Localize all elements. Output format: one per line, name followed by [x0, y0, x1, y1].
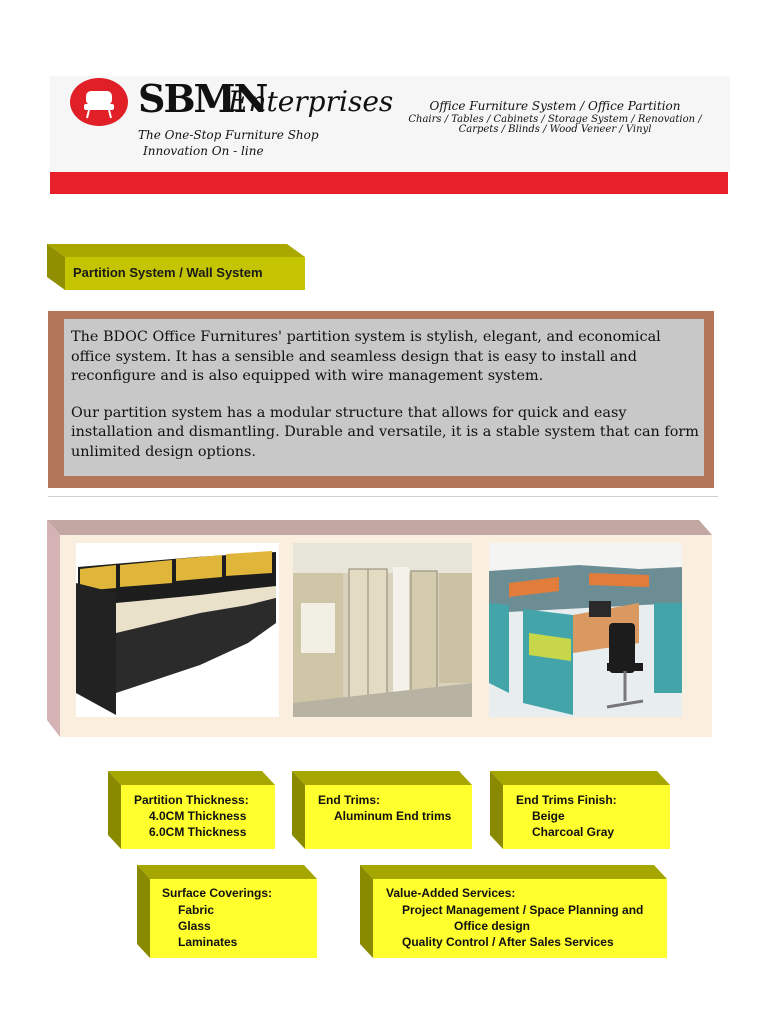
brand-script: Enterprises [228, 85, 394, 118]
description-paragraph-2: Our partition system has a modular structure that allows for quick and easy installation and dismantling. Durable and versatile, it is a stable system that can form unlimited design options. [71, 404, 699, 460]
end-trims-item-1: Aluminum End trims [334, 809, 452, 823]
photo-workstations [76, 543, 279, 717]
tagline-secondary: Innovation On - line [143, 144, 264, 158]
description-paragraph-1: The BDOC Office Furnitures' partition system is stylish, elegant, and economical office system. It has a sensible and seamless design that is easy to install and reconfigure and is also equipped with wire management system. [71, 329, 661, 384]
value-added-item-3: Quality Control / After Sales Services [402, 935, 614, 949]
divider [48, 496, 718, 497]
value-added-item-1: Project Management / Space Planning and [402, 903, 644, 917]
surface-coverings-item-3: Laminates [178, 935, 238, 949]
end-trims-finish-label: End Trims Finish: [516, 793, 617, 807]
photo-wall-partition [293, 543, 472, 717]
surface-coverings-item-1: Fabric [178, 903, 215, 917]
thickness-item-2: 6.0CM Thickness [149, 825, 247, 839]
company-logo [70, 78, 128, 126]
products-line-3: Carpets / Blinds / Wood Veneer / Vinyl [458, 124, 652, 135]
end-trims-finish-item-2: Charcoal Gray [532, 825, 615, 839]
thickness-item-1: 4.0CM Thickness [149, 809, 247, 823]
brand-name: SBMN [138, 76, 267, 121]
products-line-2: Chairs / Tables / Cabinets / Storage System / Renovation / [408, 114, 702, 125]
end-trims-label: End Trims: [318, 793, 381, 807]
description-text [71, 328, 703, 479]
chair-icon [70, 78, 128, 126]
thickness-label: Partition Thickness: [134, 793, 249, 807]
value-added-label: Value-Added Services: [386, 886, 516, 900]
end-trims-finish-item-1: Beige [532, 809, 565, 823]
section-title: Partition System / Wall System [73, 265, 263, 280]
tagline-primary: The One-Stop Furniture Shop [138, 128, 319, 142]
products-line-1: Office Furniture System / Office Partition [429, 99, 681, 113]
surface-coverings-label: Surface Coverings: [162, 886, 273, 900]
surface-coverings-item-2: Glass [178, 919, 211, 933]
photo-cubicles-blue [489, 543, 682, 717]
value-added-item-2: Office design [454, 919, 531, 933]
header-red-bar [50, 172, 728, 194]
